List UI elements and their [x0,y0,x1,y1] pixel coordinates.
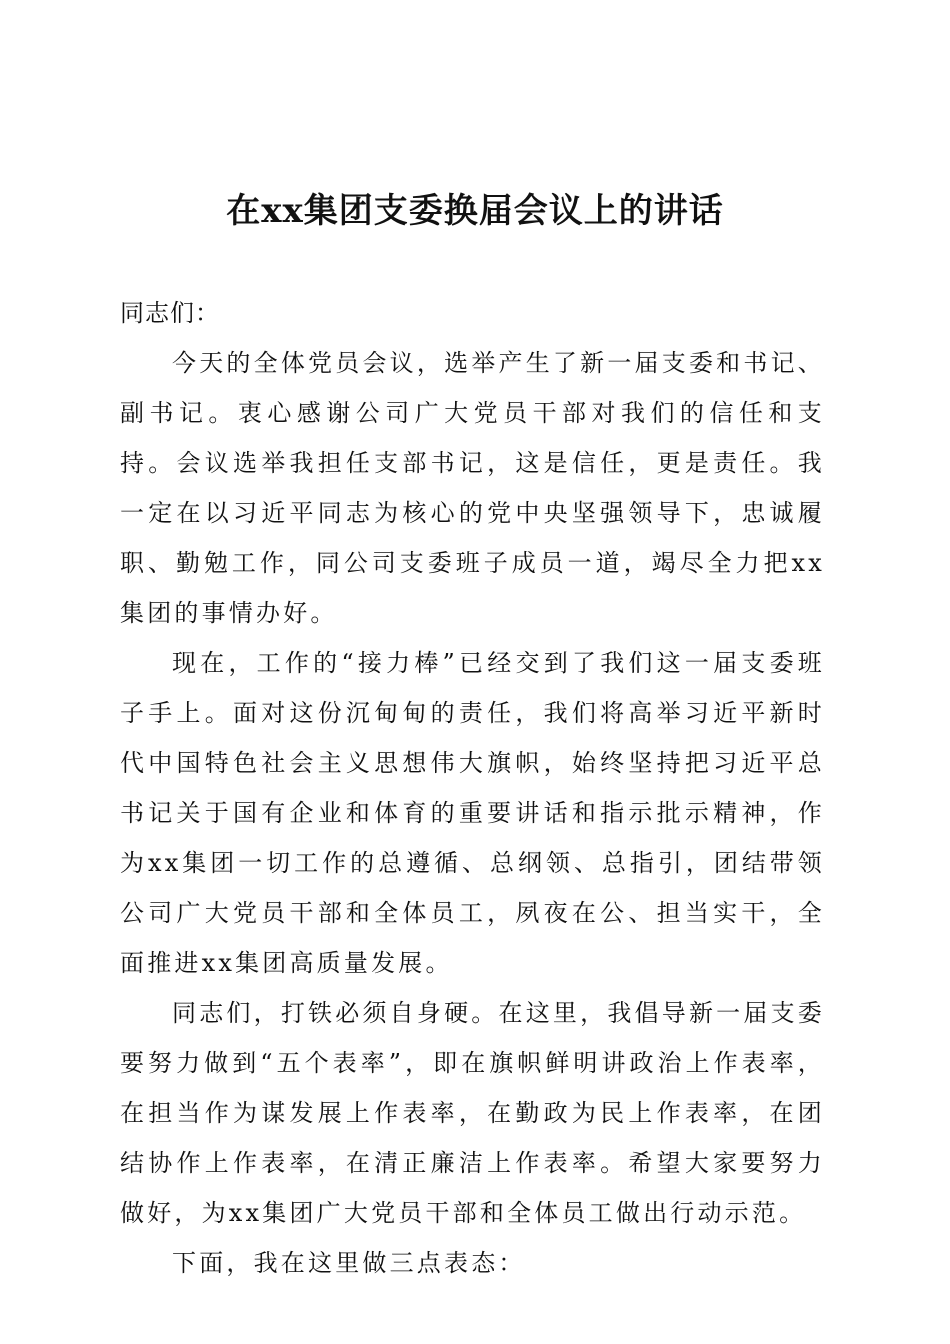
paragraph-3: 同志们，打铁必须自身硬。在这里，我倡导新一届支委要努力做到“五个表率”，即在旗帜鲜明讲政治上作表率，在担当作为谋发展上作表率，在勤政为民上作表率，在团结协作上作表率，在清正廉洁上作表率。希望大家要努力做好，为xx集团广大党员干部和全体员工做出行动示范。 [120,999,825,1227]
paragraph-1: 今天的全体党员会议，选举产生了新一届支委和书记、副书记。衷心感谢公司广大党员干部对我们的信任和支持。会议选举我担任支部书记，这是信任，更是责任。我一定在以习近平同志为核心的党中央坚强领导下，忠诚履职、勤勉工作，同公司支委班子成员一道，竭尽全力把xx集团的事情办好。 [120,349,825,627]
salutation: 同志们： [120,299,220,327]
document-title: 在xx集团支委换届会议上的讲话 [226,191,724,231]
paragraph-2: 现在，工作的“接力棒”已经交到了我们这一届支委班子手上。面对这份沉甸甸的责任，我们将高举习近平新时代中国特色社会主义思想伟大旗帜，始终坚持把习近平总书记关于国有企业和体育的重要讲话和指示批示精神，作为xx集团一切工作的总遵循、总纲领、总指引，团结带领公司广大党员干部和全体员工，夙夜在公、担当实干，全面推进xx集团高质量发展。 [120,649,825,977]
paragraph-4: 下面，我在这里做三点表态： [172,1249,526,1277]
document-body [120,288,825,1288]
